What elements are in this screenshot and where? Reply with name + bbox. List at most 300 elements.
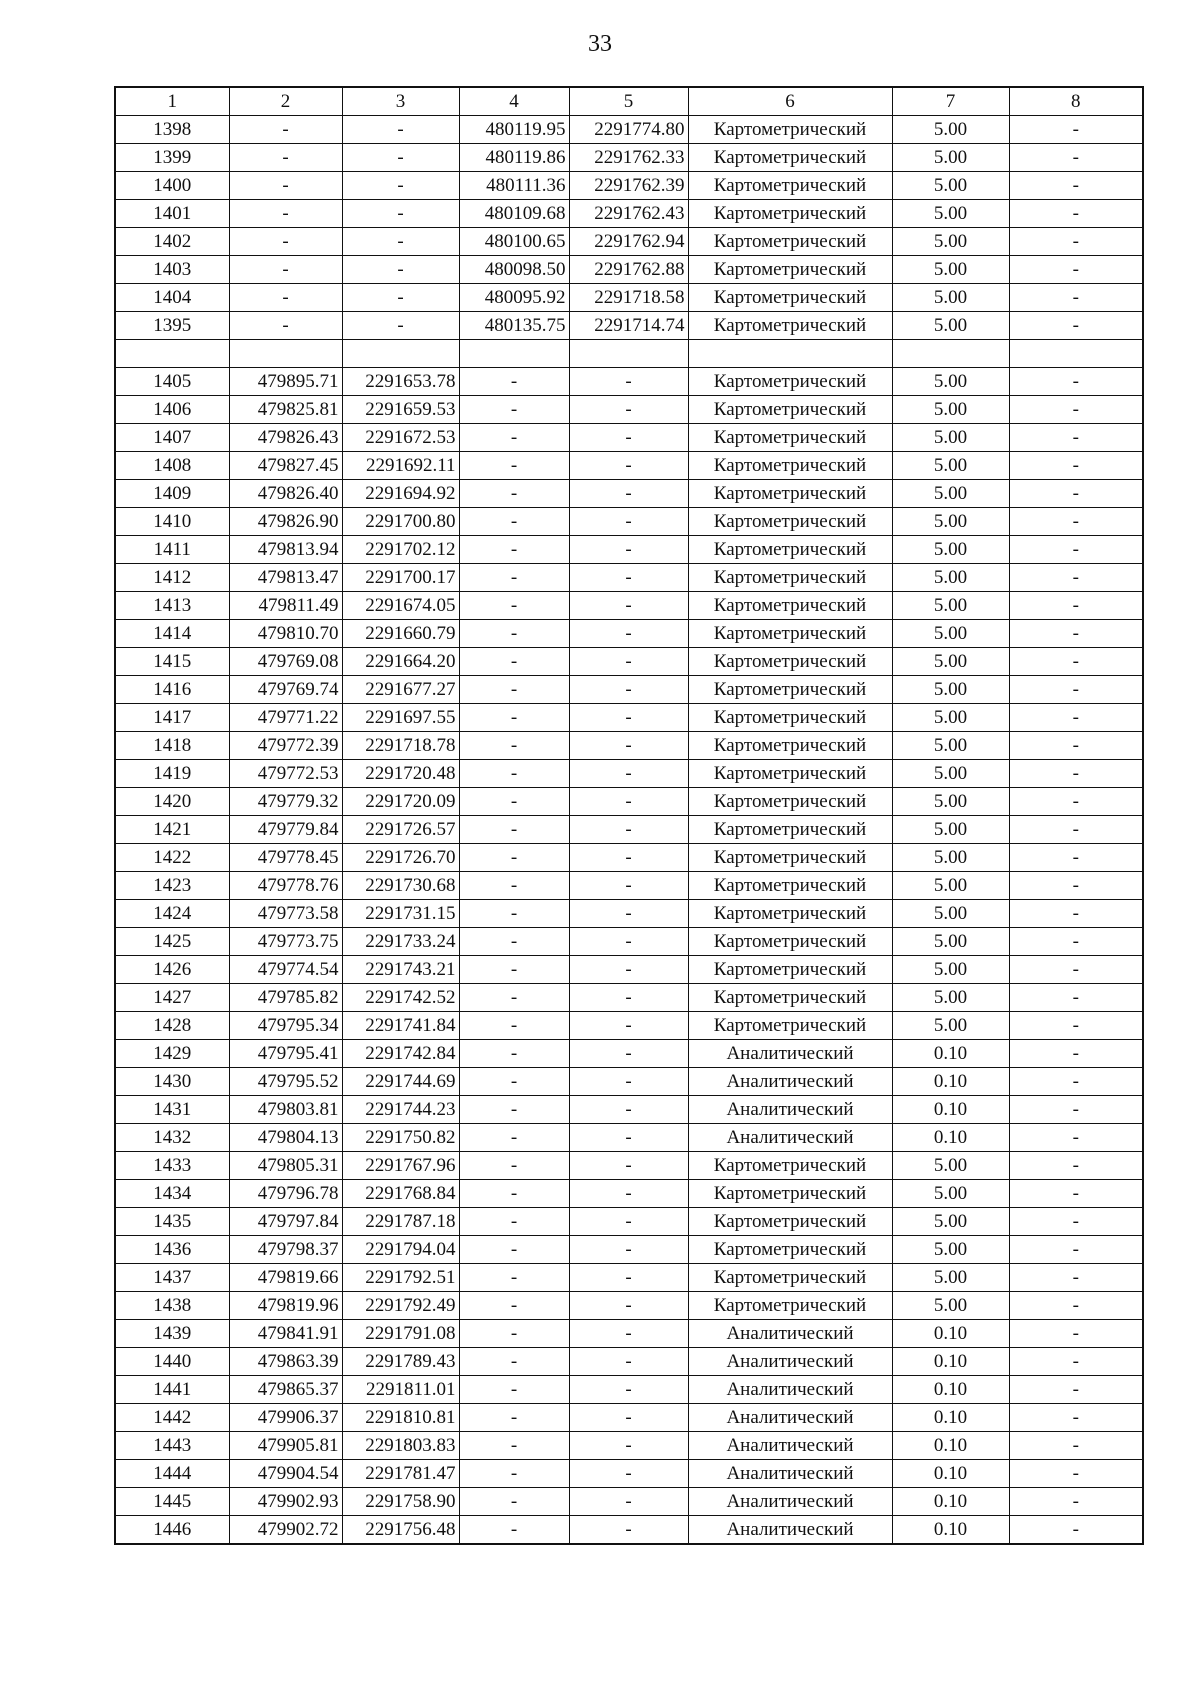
coordinates-table: [114, 86, 1144, 1545]
x-coordinate-cell: 479778.76: [229, 872, 342, 900]
table-row: [115, 564, 1143, 592]
point-number-cell: 1416: [115, 676, 229, 704]
x-old-cell: -: [459, 816, 569, 844]
description-cell: -: [1009, 536, 1143, 564]
x-coordinate-cell: 479827.45: [229, 452, 342, 480]
x-old-cell: -: [459, 1404, 569, 1432]
method-cell: Картометрический: [688, 760, 892, 788]
description-cell: -: [1009, 1516, 1143, 1545]
x-old-cell: -: [459, 564, 569, 592]
y-coordinate-cell: 2291791.08: [342, 1320, 459, 1348]
y-coordinate-cell: 2291743.21: [342, 956, 459, 984]
column-header: 6: [688, 87, 892, 116]
point-number-cell: 1431: [115, 1096, 229, 1124]
description-cell: -: [1009, 1488, 1143, 1516]
method-cell: Картометрический: [688, 312, 892, 340]
method-cell: Аналитический: [688, 1348, 892, 1376]
x-old-cell: [459, 340, 569, 368]
accuracy-cell: 5.00: [892, 844, 1009, 872]
point-number-cell: 1441: [115, 1376, 229, 1404]
y-coordinate-cell: 2291741.84: [342, 1012, 459, 1040]
y-coordinate-cell: 2291768.84: [342, 1180, 459, 1208]
method-cell: Аналитический: [688, 1432, 892, 1460]
point-number-cell: 1402: [115, 228, 229, 256]
description-cell: -: [1009, 1236, 1143, 1264]
x-coordinate-cell: 479796.78: [229, 1180, 342, 1208]
method-cell: Картометрический: [688, 144, 892, 172]
method-cell: Картометрический: [688, 704, 892, 732]
accuracy-cell: 0.10: [892, 1460, 1009, 1488]
accuracy-cell: 5.00: [892, 200, 1009, 228]
y-old-cell: -: [569, 648, 688, 676]
y-old-cell: -: [569, 508, 688, 536]
description-cell: -: [1009, 760, 1143, 788]
column-header: 7: [892, 87, 1009, 116]
x-coordinate-cell: 479810.70: [229, 620, 342, 648]
x-coordinate-cell: 479906.37: [229, 1404, 342, 1432]
y-coordinate-cell: 2291794.04: [342, 1236, 459, 1264]
x-coordinate-cell: 479826.40: [229, 480, 342, 508]
x-coordinate-cell: 479798.37: [229, 1236, 342, 1264]
y-coordinate-cell: 2291726.57: [342, 816, 459, 844]
x-coordinate-cell: 479825.81: [229, 396, 342, 424]
x-coordinate-cell: -: [229, 256, 342, 284]
table-row: [115, 1124, 1143, 1152]
y-old-cell: -: [569, 564, 688, 592]
point-number-cell: 1400: [115, 172, 229, 200]
y-old-cell: -: [569, 844, 688, 872]
description-cell: -: [1009, 396, 1143, 424]
accuracy-cell: 5.00: [892, 396, 1009, 424]
table-row: [115, 1040, 1143, 1068]
point-number-cell: 1409: [115, 480, 229, 508]
y-coordinate-cell: 2291697.55: [342, 704, 459, 732]
accuracy-cell: 5.00: [892, 816, 1009, 844]
y-coordinate-cell: -: [342, 312, 459, 340]
description-cell: -: [1009, 900, 1143, 928]
table-body: [115, 116, 1143, 1545]
x-old-cell: -: [459, 1348, 569, 1376]
table-row: [115, 1348, 1143, 1376]
method-cell: Аналитический: [688, 1404, 892, 1432]
x-coordinate-cell: 479774.54: [229, 956, 342, 984]
y-coordinate-cell: 2291720.48: [342, 760, 459, 788]
accuracy-cell: 5.00: [892, 144, 1009, 172]
method-cell: Картометрический: [688, 452, 892, 480]
table-row: [115, 1236, 1143, 1264]
y-coordinate-cell: 2291674.05: [342, 592, 459, 620]
y-old-cell: -: [569, 452, 688, 480]
x-old-cell: -: [459, 452, 569, 480]
point-number-cell: 1410: [115, 508, 229, 536]
accuracy-cell: 5.00: [892, 312, 1009, 340]
x-coordinate-cell: 479905.81: [229, 1432, 342, 1460]
column-header: 2: [229, 87, 342, 116]
x-old-cell: -: [459, 368, 569, 396]
accuracy-cell: 5.00: [892, 452, 1009, 480]
y-coordinate-cell: -: [342, 144, 459, 172]
y-coordinate-cell: 2291742.84: [342, 1040, 459, 1068]
y-coordinate-cell: 2291730.68: [342, 872, 459, 900]
description-cell: -: [1009, 1012, 1143, 1040]
point-number-cell: 1429: [115, 1040, 229, 1068]
x-old-cell: -: [459, 676, 569, 704]
x-old-cell: 480095.92: [459, 284, 569, 312]
y-old-cell: -: [569, 620, 688, 648]
description-cell: -: [1009, 620, 1143, 648]
point-number-cell: 1443: [115, 1432, 229, 1460]
table-row: [115, 228, 1143, 256]
y-old-cell: 2291762.94: [569, 228, 688, 256]
description-cell: -: [1009, 172, 1143, 200]
x-old-cell: -: [459, 1040, 569, 1068]
description-cell: -: [1009, 1264, 1143, 1292]
point-number-cell: 1432: [115, 1124, 229, 1152]
accuracy-cell: 5.00: [892, 424, 1009, 452]
accuracy-cell: 5.00: [892, 564, 1009, 592]
y-old-cell: -: [569, 1124, 688, 1152]
description-cell: -: [1009, 1180, 1143, 1208]
description-cell: -: [1009, 508, 1143, 536]
description-cell: -: [1009, 1152, 1143, 1180]
y-coordinate-cell: 2291672.53: [342, 424, 459, 452]
point-number-cell: 1445: [115, 1488, 229, 1516]
point-number-cell: 1418: [115, 732, 229, 760]
accuracy-cell: 5.00: [892, 872, 1009, 900]
y-old-cell: -: [569, 1012, 688, 1040]
method-cell: Картометрический: [688, 228, 892, 256]
accuracy-cell: [892, 340, 1009, 368]
description-cell: -: [1009, 312, 1143, 340]
point-number-cell: 1425: [115, 928, 229, 956]
x-old-cell: -: [459, 1096, 569, 1124]
accuracy-cell: 5.00: [892, 256, 1009, 284]
description-cell: -: [1009, 256, 1143, 284]
point-number-cell: 1411: [115, 536, 229, 564]
table-row: [115, 984, 1143, 1012]
point-number-cell: 1433: [115, 1152, 229, 1180]
method-cell: Картометрический: [688, 732, 892, 760]
y-old-cell: -: [569, 368, 688, 396]
x-old-cell: -: [459, 1320, 569, 1348]
accuracy-cell: 5.00: [892, 704, 1009, 732]
y-old-cell: -: [569, 872, 688, 900]
accuracy-cell: 0.10: [892, 1432, 1009, 1460]
y-old-cell: 2291774.80: [569, 116, 688, 144]
x-coordinate-cell: 479805.31: [229, 1152, 342, 1180]
description-cell: -: [1009, 844, 1143, 872]
description-cell: -: [1009, 788, 1143, 816]
description-cell: -: [1009, 1404, 1143, 1432]
accuracy-cell: 5.00: [892, 480, 1009, 508]
x-coordinate-cell: 479773.58: [229, 900, 342, 928]
method-cell: Картометрический: [688, 984, 892, 1012]
y-old-cell: -: [569, 1208, 688, 1236]
y-coordinate-cell: 2291787.18: [342, 1208, 459, 1236]
y-old-cell: -: [569, 1068, 688, 1096]
x-coordinate-cell: 479773.75: [229, 928, 342, 956]
y-coordinate-cell: 2291726.70: [342, 844, 459, 872]
point-number-cell: 1401: [115, 200, 229, 228]
table-row: [115, 704, 1143, 732]
description-cell: -: [1009, 1376, 1143, 1404]
y-coordinate-cell: 2291767.96: [342, 1152, 459, 1180]
y-old-cell: -: [569, 956, 688, 984]
point-number-cell: 1435: [115, 1208, 229, 1236]
x-coordinate-cell: -: [229, 144, 342, 172]
y-old-cell: -: [569, 424, 688, 452]
table-row: [115, 1096, 1143, 1124]
x-old-cell: -: [459, 592, 569, 620]
point-number-cell: 1428: [115, 1012, 229, 1040]
method-cell: Картометрический: [688, 1264, 892, 1292]
x-coordinate-cell: 479769.74: [229, 676, 342, 704]
table-row: [115, 732, 1143, 760]
y-old-cell: -: [569, 480, 688, 508]
x-coordinate-cell: 479797.84: [229, 1208, 342, 1236]
table-row: [115, 1180, 1143, 1208]
y-old-cell: -: [569, 816, 688, 844]
point-number-cell: 1412: [115, 564, 229, 592]
column-header: 4: [459, 87, 569, 116]
x-coordinate-cell: 479772.39: [229, 732, 342, 760]
x-old-cell: -: [459, 480, 569, 508]
x-old-cell: -: [459, 424, 569, 452]
method-cell: Аналитический: [688, 1040, 892, 1068]
table-row: [115, 1488, 1143, 1516]
description-cell: -: [1009, 1040, 1143, 1068]
description-cell: -: [1009, 284, 1143, 312]
x-old-cell: -: [459, 928, 569, 956]
x-coordinate-cell: 479902.72: [229, 1516, 342, 1545]
accuracy-cell: 5.00: [892, 368, 1009, 396]
table-row: [115, 1516, 1143, 1545]
y-old-cell: -: [569, 1152, 688, 1180]
y-coordinate-cell: 2291810.81: [342, 1404, 459, 1432]
point-number-cell: 1408: [115, 452, 229, 480]
x-old-cell: 480111.36: [459, 172, 569, 200]
y-coordinate-cell: 2291781.47: [342, 1460, 459, 1488]
method-cell: Аналитический: [688, 1460, 892, 1488]
table-row: [115, 788, 1143, 816]
table-row: [115, 200, 1143, 228]
y-coordinate-cell: [342, 340, 459, 368]
column-header: 1: [115, 87, 229, 116]
method-cell: Картометрический: [688, 676, 892, 704]
x-old-cell: 480135.75: [459, 312, 569, 340]
y-coordinate-cell: 2291733.24: [342, 928, 459, 956]
x-old-cell: -: [459, 1432, 569, 1460]
x-old-cell: -: [459, 844, 569, 872]
method-cell: Аналитический: [688, 1376, 892, 1404]
table-row: [115, 256, 1143, 284]
x-old-cell: -: [459, 704, 569, 732]
x-old-cell: -: [459, 396, 569, 424]
y-old-cell: -: [569, 900, 688, 928]
point-number-cell: 1437: [115, 1264, 229, 1292]
y-old-cell: -: [569, 1376, 688, 1404]
description-cell: -: [1009, 1124, 1143, 1152]
method-cell: Картометрический: [688, 1236, 892, 1264]
x-coordinate-cell: 479771.22: [229, 704, 342, 732]
description-cell: -: [1009, 872, 1143, 900]
accuracy-cell: 5.00: [892, 984, 1009, 1012]
x-coordinate-cell: -: [229, 228, 342, 256]
y-old-cell: -: [569, 1320, 688, 1348]
y-coordinate-cell: 2291677.27: [342, 676, 459, 704]
y-old-cell: 2291718.58: [569, 284, 688, 312]
method-cell: Картометрический: [688, 172, 892, 200]
x-old-cell: -: [459, 1292, 569, 1320]
accuracy-cell: 5.00: [892, 1012, 1009, 1040]
accuracy-cell: 0.10: [892, 1516, 1009, 1545]
column-header: 8: [1009, 87, 1143, 116]
x-coordinate-cell: 479811.49: [229, 592, 342, 620]
x-old-cell: -: [459, 1180, 569, 1208]
x-coordinate-cell: 479795.41: [229, 1040, 342, 1068]
x-coordinate-cell: 479779.84: [229, 816, 342, 844]
x-old-cell: -: [459, 732, 569, 760]
page-number: 33: [588, 31, 612, 57]
table-row: [115, 396, 1143, 424]
x-coordinate-cell: 479819.66: [229, 1264, 342, 1292]
table-header-row: [115, 87, 1143, 116]
table-row: [115, 480, 1143, 508]
x-coordinate-cell: [229, 340, 342, 368]
y-old-cell: -: [569, 1264, 688, 1292]
method-cell: Картометрический: [688, 480, 892, 508]
table-row: [115, 340, 1143, 368]
y-old-cell: -: [569, 676, 688, 704]
method-cell: Картометрический: [688, 788, 892, 816]
y-old-cell: -: [569, 1348, 688, 1376]
point-number-cell: [115, 340, 229, 368]
table-row: [115, 452, 1143, 480]
y-old-cell: -: [569, 984, 688, 1012]
point-number-cell: 1415: [115, 648, 229, 676]
x-coordinate-cell: 479795.34: [229, 1012, 342, 1040]
method-cell: Картометрический: [688, 508, 892, 536]
x-coordinate-cell: 479904.54: [229, 1460, 342, 1488]
x-coordinate-cell: 479826.90: [229, 508, 342, 536]
y-old-cell: -: [569, 788, 688, 816]
accuracy-cell: 0.10: [892, 1376, 1009, 1404]
table-row: [115, 928, 1143, 956]
x-coordinate-cell: 479895.71: [229, 368, 342, 396]
x-coordinate-cell: 479813.47: [229, 564, 342, 592]
method-cell: Картометрический: [688, 900, 892, 928]
point-number-cell: 1436: [115, 1236, 229, 1264]
x-old-cell: -: [459, 1460, 569, 1488]
table-row: [115, 1264, 1143, 1292]
method-cell: Картометрический: [688, 844, 892, 872]
point-number-cell: 1446: [115, 1516, 229, 1545]
method-cell: Аналитический: [688, 1068, 892, 1096]
x-coordinate-cell: -: [229, 172, 342, 200]
description-cell: -: [1009, 116, 1143, 144]
method-cell: Картометрический: [688, 928, 892, 956]
method-cell: Картометрический: [688, 872, 892, 900]
point-number-cell: 1407: [115, 424, 229, 452]
accuracy-cell: 5.00: [892, 732, 1009, 760]
accuracy-cell: 0.10: [892, 1124, 1009, 1152]
point-number-cell: 1420: [115, 788, 229, 816]
description-cell: -: [1009, 144, 1143, 172]
y-old-cell: -: [569, 1096, 688, 1124]
y-coordinate-cell: 2291758.90: [342, 1488, 459, 1516]
x-coordinate-cell: 479772.53: [229, 760, 342, 788]
point-number-cell: 1434: [115, 1180, 229, 1208]
description-cell: -: [1009, 816, 1143, 844]
column-header: 5: [569, 87, 688, 116]
table-row: [115, 648, 1143, 676]
point-number-cell: 1427: [115, 984, 229, 1012]
accuracy-cell: 5.00: [892, 620, 1009, 648]
table-row: [115, 1152, 1143, 1180]
method-cell: Картометрический: [688, 116, 892, 144]
x-old-cell: -: [459, 1124, 569, 1152]
y-coordinate-cell: 2291789.43: [342, 1348, 459, 1376]
method-cell: Картометрический: [688, 1152, 892, 1180]
x-old-cell: -: [459, 648, 569, 676]
accuracy-cell: 5.00: [892, 760, 1009, 788]
x-old-cell: -: [459, 1152, 569, 1180]
accuracy-cell: 5.00: [892, 508, 1009, 536]
point-number-cell: 1413: [115, 592, 229, 620]
table-row: [115, 1320, 1143, 1348]
method-cell: Аналитический: [688, 1488, 892, 1516]
y-coordinate-cell: 2291659.53: [342, 396, 459, 424]
table-row: [115, 592, 1143, 620]
y-coordinate-cell: 2291744.69: [342, 1068, 459, 1096]
method-cell: Аналитический: [688, 1516, 892, 1545]
accuracy-cell: 5.00: [892, 228, 1009, 256]
x-old-cell: -: [459, 620, 569, 648]
y-coordinate-cell: -: [342, 228, 459, 256]
table-row: [115, 172, 1143, 200]
point-number-cell: 1439: [115, 1320, 229, 1348]
point-number-cell: 1399: [115, 144, 229, 172]
y-coordinate-cell: 2291811.01: [342, 1376, 459, 1404]
description-cell: -: [1009, 1432, 1143, 1460]
y-coordinate-cell: 2291700.17: [342, 564, 459, 592]
y-old-cell: -: [569, 1292, 688, 1320]
x-old-cell: -: [459, 1488, 569, 1516]
y-old-cell: -: [569, 1180, 688, 1208]
y-old-cell: -: [569, 1516, 688, 1545]
method-cell: Картометрический: [688, 368, 892, 396]
accuracy-cell: 5.00: [892, 1264, 1009, 1292]
description-cell: -: [1009, 200, 1143, 228]
table-row: [115, 1460, 1143, 1488]
x-old-cell: 480119.86: [459, 144, 569, 172]
description-cell: -: [1009, 564, 1143, 592]
table-row: [115, 1432, 1143, 1460]
x-old-cell: -: [459, 1376, 569, 1404]
description-cell: -: [1009, 480, 1143, 508]
description-cell: -: [1009, 1292, 1143, 1320]
accuracy-cell: 5.00: [892, 1180, 1009, 1208]
description-cell: -: [1009, 1068, 1143, 1096]
table-row: [115, 1068, 1143, 1096]
accuracy-cell: 5.00: [892, 1208, 1009, 1236]
table-row: [115, 284, 1143, 312]
method-cell: Картометрический: [688, 396, 892, 424]
table-row: [115, 620, 1143, 648]
y-old-cell: 2291762.43: [569, 200, 688, 228]
x-coordinate-cell: 479779.32: [229, 788, 342, 816]
column-header: 3: [342, 87, 459, 116]
